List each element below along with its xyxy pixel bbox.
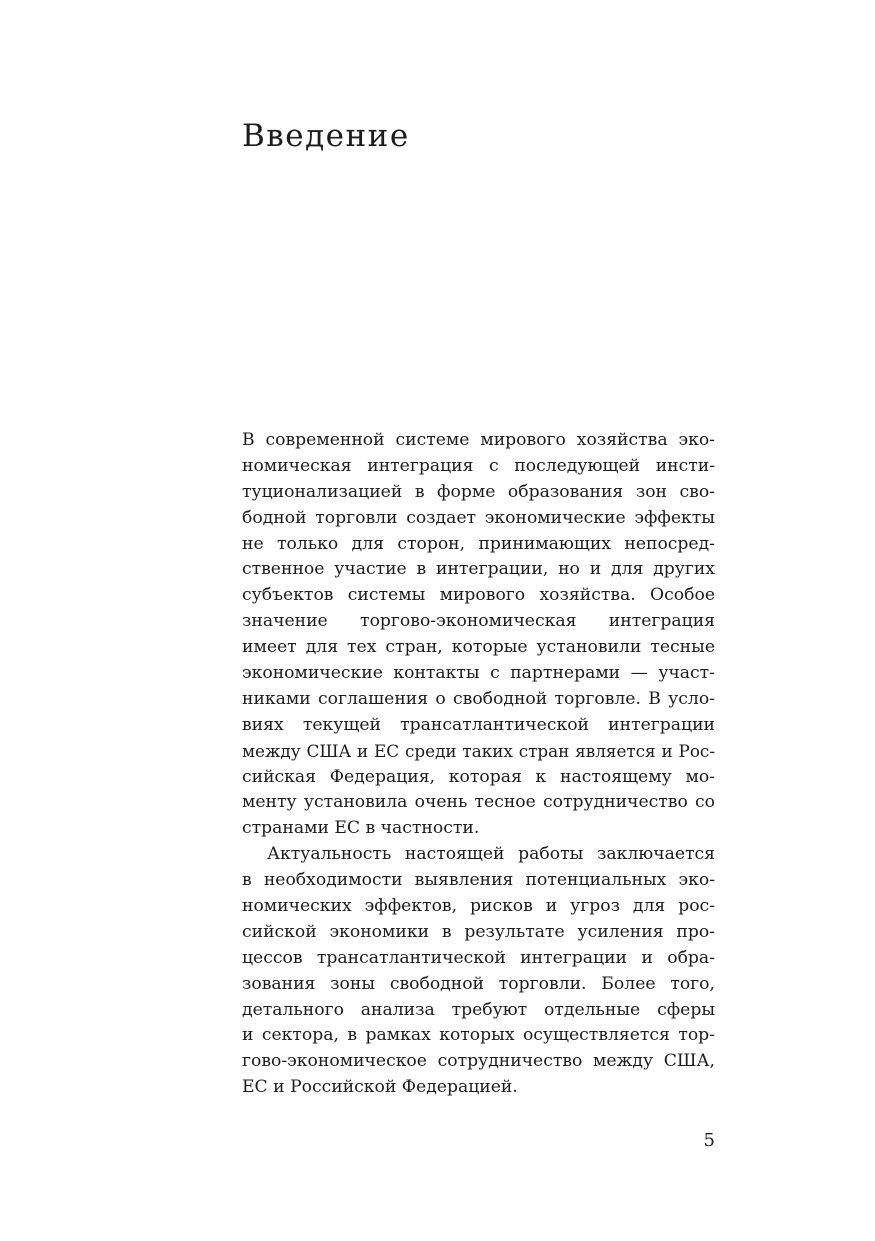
- text-line: зования зоны свободной торговли. Более того,: [242, 973, 715, 994]
- text-line: экономические контакты с партнерами — участ-: [242, 663, 715, 684]
- text-line: ЕС и Российской Федерацией.: [242, 1077, 518, 1098]
- text-line: субъектов системы мирового хозяйства. Особое: [242, 585, 715, 606]
- text-line: странами ЕС в частности.: [242, 818, 480, 839]
- text-line: Актуальность настоящей работы заключается: [267, 844, 715, 865]
- text-line: значение торгово-экономическая интеграция: [242, 611, 715, 632]
- page-number: 5: [703, 1130, 715, 1151]
- text-line: бодной торговли создает экономические эффекты: [242, 507, 715, 528]
- text-line: номическая интеграция с последующей инсти-: [242, 455, 715, 476]
- text-line: виях текущей трансатлантической интеграции: [242, 714, 715, 735]
- text-line: В современной системе мирового хозяйства эко-: [242, 430, 715, 450]
- page-title: Введение: [242, 118, 410, 154]
- text-line: не только для сторон, принимающих непосред-: [242, 533, 715, 554]
- text-line: цессов трансатлантической интеграции и обра-: [242, 947, 715, 968]
- text-line: менту установила очень тесное сотрудничество со: [242, 792, 715, 813]
- text-line: никами соглашения о свободной торговле. В усло-: [242, 688, 715, 709]
- text-line: и сектора, в рамках которых осуществляется тор-: [242, 1025, 715, 1046]
- paragraph: [242, 842, 715, 1101]
- text-line: гово-экономическое сотрудничество между США,: [242, 1051, 715, 1072]
- text-line: туционализацией в форме образования зон сво-: [242, 481, 715, 502]
- text-line: сийской экономики в результате усиления про-: [242, 921, 715, 942]
- text-line: имеет для тех стран, которые установили тесные: [242, 637, 715, 658]
- text-line: номических эффектов, рисков и угроз для рос-: [242, 896, 715, 917]
- text-line: детального анализа требуют отдельные сферы: [242, 999, 715, 1020]
- text-line: ственное участие в интеграции, но и для других: [242, 559, 715, 580]
- paragraph: [242, 428, 715, 842]
- body-text: [242, 428, 715, 1101]
- text-line: сийская Федерация, которая к настоящему мо-: [242, 766, 715, 787]
- text-line: между США и ЕС среди таких стран является и Рос-: [242, 740, 715, 761]
- text-line: в необходимости выявления потенциальных эко-: [242, 870, 715, 891]
